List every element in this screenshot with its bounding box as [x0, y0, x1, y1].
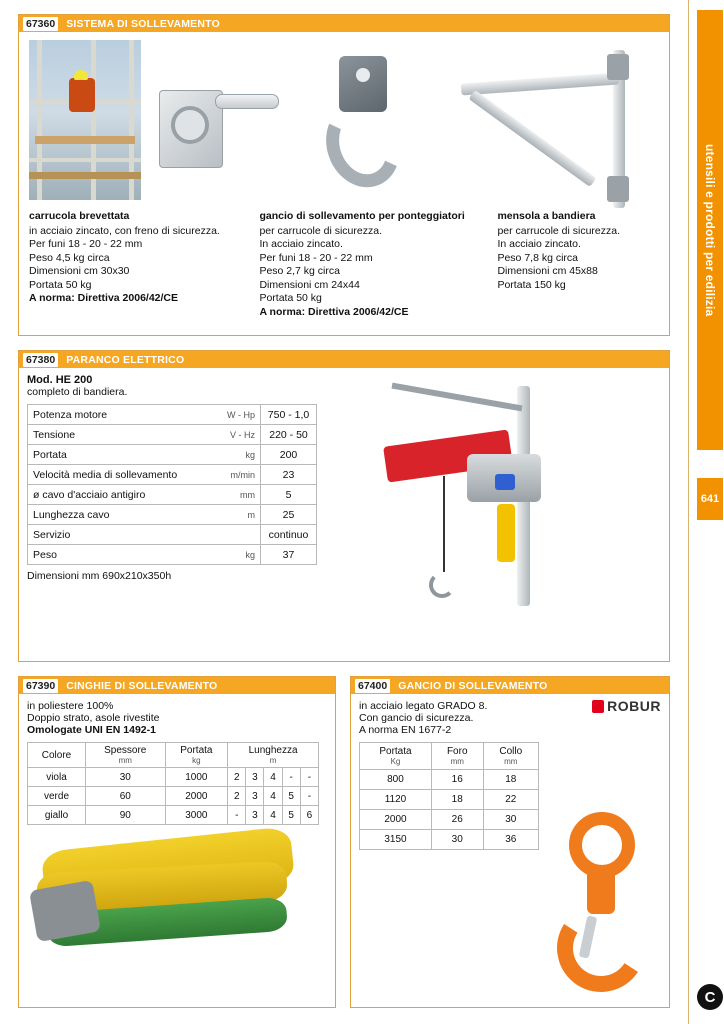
cell-lunghezza: 6: [300, 806, 318, 825]
cell-portata: 2000: [360, 810, 432, 830]
spec-value: 37: [261, 545, 317, 565]
item-line: Peso 2,7 kg circa: [259, 265, 340, 277]
dimensions-text: Dimensioni mm 690x210x350h: [27, 570, 172, 582]
th-portata: Portata kg: [165, 743, 228, 768]
item-line: Portata 50 kg: [259, 292, 322, 304]
panel-title: GANCIO DI SOLLEVAMENTO: [398, 679, 548, 692]
cell-lunghezza: -: [300, 768, 318, 787]
item-title: gancio di sollevamento per ponteggiatori: [259, 210, 465, 222]
specifications-table: [27, 404, 317, 565]
cell-portata: 800: [360, 770, 432, 790]
cell-foro: 26: [431, 810, 483, 830]
pulley-photo: [159, 66, 279, 178]
cell-spessore: 90: [86, 806, 166, 825]
table-row: [28, 768, 319, 787]
th-colore: Colore: [28, 743, 86, 768]
item-norm: A norma: Direttiva 2006/42/CE: [29, 292, 179, 304]
item-line: Dimensioni cm 24x44: [259, 278, 360, 291]
product-code: 67400: [355, 679, 390, 693]
wall-bracket-photo: [435, 50, 655, 210]
table-header-row: [28, 743, 319, 768]
slings-table: [27, 742, 319, 825]
cell-collo: 30: [483, 810, 538, 830]
panel-sistema-di-sollevamento: [18, 14, 670, 336]
product-code: 67360: [23, 17, 58, 31]
publisher-logo: C: [697, 984, 723, 1010]
item-line: per carrucole di sicurezza.: [497, 224, 621, 237]
hook-table: [359, 742, 539, 850]
panel-body: [19, 368, 669, 582]
item-line: Peso 7,8 kg circa: [497, 251, 579, 264]
brand-logo-robur: [592, 698, 661, 714]
item-line: Per funi 18 - 20 - 22 mm: [29, 238, 143, 250]
cell-collo: 18: [483, 770, 538, 790]
item-line: In acciaio zincato.: [259, 238, 343, 250]
spec-value: 25: [261, 505, 317, 525]
table-row: [28, 425, 317, 445]
th-collo: Collo mm: [483, 743, 538, 770]
table-row: [360, 810, 539, 830]
panel-header: [19, 677, 335, 694]
item-norm: A norma: Direttiva 2006/42/CE: [259, 305, 409, 318]
item-line: In acciaio zincato.: [497, 238, 581, 250]
cell-foro: 16: [431, 770, 483, 790]
panel-header: [19, 351, 669, 368]
cell-portata: 1120: [360, 790, 432, 810]
spec-label: Peso: [28, 545, 215, 565]
product-images-row: [19, 32, 669, 210]
spec-label: Servizio: [28, 525, 215, 545]
cell-lunghezza: 5: [282, 787, 300, 806]
product-descriptions: [19, 210, 669, 319]
table-row: [28, 806, 319, 825]
spec-label: ø cavo d'acciaio antigiro: [28, 485, 215, 505]
panel-title: PARANCO ELETTRICO: [66, 353, 185, 366]
panel-cinghie-di-sollevamento: [18, 676, 336, 1008]
cell-colore: giallo: [28, 806, 86, 825]
cell-portata: 3150: [360, 830, 432, 850]
item-norm: Omologate UNI EN 1492-1: [27, 724, 156, 736]
cell-lunghezza: 3: [246, 787, 264, 806]
cell-foro: 30: [431, 830, 483, 850]
cell-lunghezza: 3: [246, 768, 264, 787]
table-row: [28, 787, 319, 806]
panel-paranco-elettrico: [18, 350, 670, 662]
spec-unit: m/min: [215, 465, 261, 485]
item-line: Con gancio di sicurezza.: [359, 712, 474, 724]
item-line: in acciaio legato GRADO 8.: [359, 700, 488, 712]
cell-lunghezza: 2: [228, 768, 246, 787]
cell-spessore: 60: [86, 787, 166, 806]
item-line: Portata 50 kg: [29, 278, 92, 291]
spec-unit: mm: [215, 485, 261, 505]
cell-lunghezza: -: [282, 768, 300, 787]
product-code: 67380: [23, 353, 58, 367]
panel-gancio-di-sollevamento: [350, 676, 670, 1008]
spec-label: Tensione: [28, 425, 215, 445]
item-norm: A norma EN 1677-2: [359, 724, 452, 736]
cell-lunghezza: -: [228, 806, 246, 825]
cell-collo: 36: [483, 830, 538, 850]
th-spessore: Spessore mm: [86, 743, 166, 768]
side-rail: [688, 0, 724, 1024]
rail-category-label: utensili e prodotti per edilizia: [703, 143, 717, 317]
item-title: mensola a bandiera: [497, 210, 596, 222]
spec-unit: [215, 525, 261, 545]
cell-spessore: 30: [86, 768, 166, 787]
electric-hoist-photo: [349, 376, 649, 626]
item-title: carrucola brevettata: [29, 210, 130, 222]
spec-label: Potenza motore: [28, 405, 215, 425]
item-line: Dimensioni cm 30x30: [29, 265, 130, 277]
panel-header: [19, 15, 669, 32]
spec-unit: kg: [215, 545, 261, 565]
panel-header: [351, 677, 669, 694]
item-line: in acciaio zincato, con freno di sicurezza.: [29, 224, 220, 237]
th-lunghezza: Lunghezza m: [228, 743, 319, 768]
cell-lunghezza: 4: [264, 768, 282, 787]
page-number: 641: [697, 478, 723, 520]
th-foro: Foro mm: [431, 743, 483, 770]
cell-portata: 1000: [165, 768, 228, 787]
description-gancio: [259, 210, 487, 319]
spec-value: 5: [261, 485, 317, 505]
table-row: [28, 525, 317, 545]
spec-label: Lunghezza cavo: [28, 505, 215, 525]
scaffolding-photo: [29, 40, 141, 200]
table-row: [28, 485, 317, 505]
table-row: [28, 505, 317, 525]
product-code: 67390: [23, 679, 58, 693]
table-row: [360, 830, 539, 850]
robur-mark-icon: [592, 700, 604, 713]
spec-unit: m: [215, 505, 261, 525]
item-line: per carrucole di sicurezza.: [259, 224, 382, 237]
table-row: [28, 405, 317, 425]
spec-unit: kg: [215, 445, 261, 465]
spec-value: 220 - 50: [261, 425, 317, 445]
spec-label: Portata: [28, 445, 215, 465]
model-name: Mod. HE 200: [27, 374, 93, 386]
cell-colore: verde: [28, 787, 86, 806]
table-row: [28, 445, 317, 465]
cell-lunghezza: 5: [282, 806, 300, 825]
spec-label: Velocità media di sollevamento: [28, 465, 215, 485]
cell-lunghezza: 2: [228, 787, 246, 806]
spec-unit: V - Hz: [215, 425, 261, 445]
panel-body: [351, 694, 669, 856]
description-carrucola: [29, 210, 249, 319]
cell-colore: viola: [28, 768, 86, 787]
cell-foro: 18: [431, 790, 483, 810]
model-subtitle: completo di bandiera.: [27, 386, 128, 398]
table-row: [360, 770, 539, 790]
item-line: Dimensioni cm 45x88: [497, 265, 598, 277]
panel-title: CINGHIE DI SOLLEVAMENTO: [66, 679, 218, 692]
cell-collo: 22: [483, 790, 538, 810]
spec-value: 23: [261, 465, 317, 485]
item-line: in poliestere 100%: [27, 700, 114, 712]
safety-hook-photo: [543, 812, 663, 1002]
table-row: [28, 545, 317, 565]
slings-photo: [27, 833, 327, 953]
cell-lunghezza: 4: [264, 787, 282, 806]
item-line: Per funi 18 - 20 - 22 mm: [259, 251, 373, 264]
table-row: [360, 790, 539, 810]
panel-title: SISTEMA DI SOLLEVAMENTO: [66, 17, 220, 30]
cell-portata: 3000: [165, 806, 228, 825]
table-row: [28, 465, 317, 485]
table-header-row: [360, 743, 539, 770]
panel-body: [19, 694, 335, 959]
cell-lunghezza: 4: [264, 806, 282, 825]
th-portata: Portata Kg: [360, 743, 432, 770]
description-mensola: [497, 210, 659, 319]
cell-portata: 2000: [165, 787, 228, 806]
item-line: Portata 150 kg: [497, 278, 566, 291]
cell-lunghezza: -: [300, 787, 318, 806]
spec-value: 200: [261, 445, 317, 465]
cell-lunghezza: 3: [246, 806, 264, 825]
spec-value: continuo: [261, 525, 317, 545]
brand-name: ROBUR: [607, 698, 661, 714]
scaffolder-hook-photo: [319, 56, 405, 206]
item-line: Doppio strato, asole rivestite: [27, 712, 160, 724]
spec-unit: W - Hp: [215, 405, 261, 425]
item-line: Peso 4,5 kg circa: [29, 251, 110, 264]
spec-value: 750 - 1,0: [261, 405, 317, 425]
